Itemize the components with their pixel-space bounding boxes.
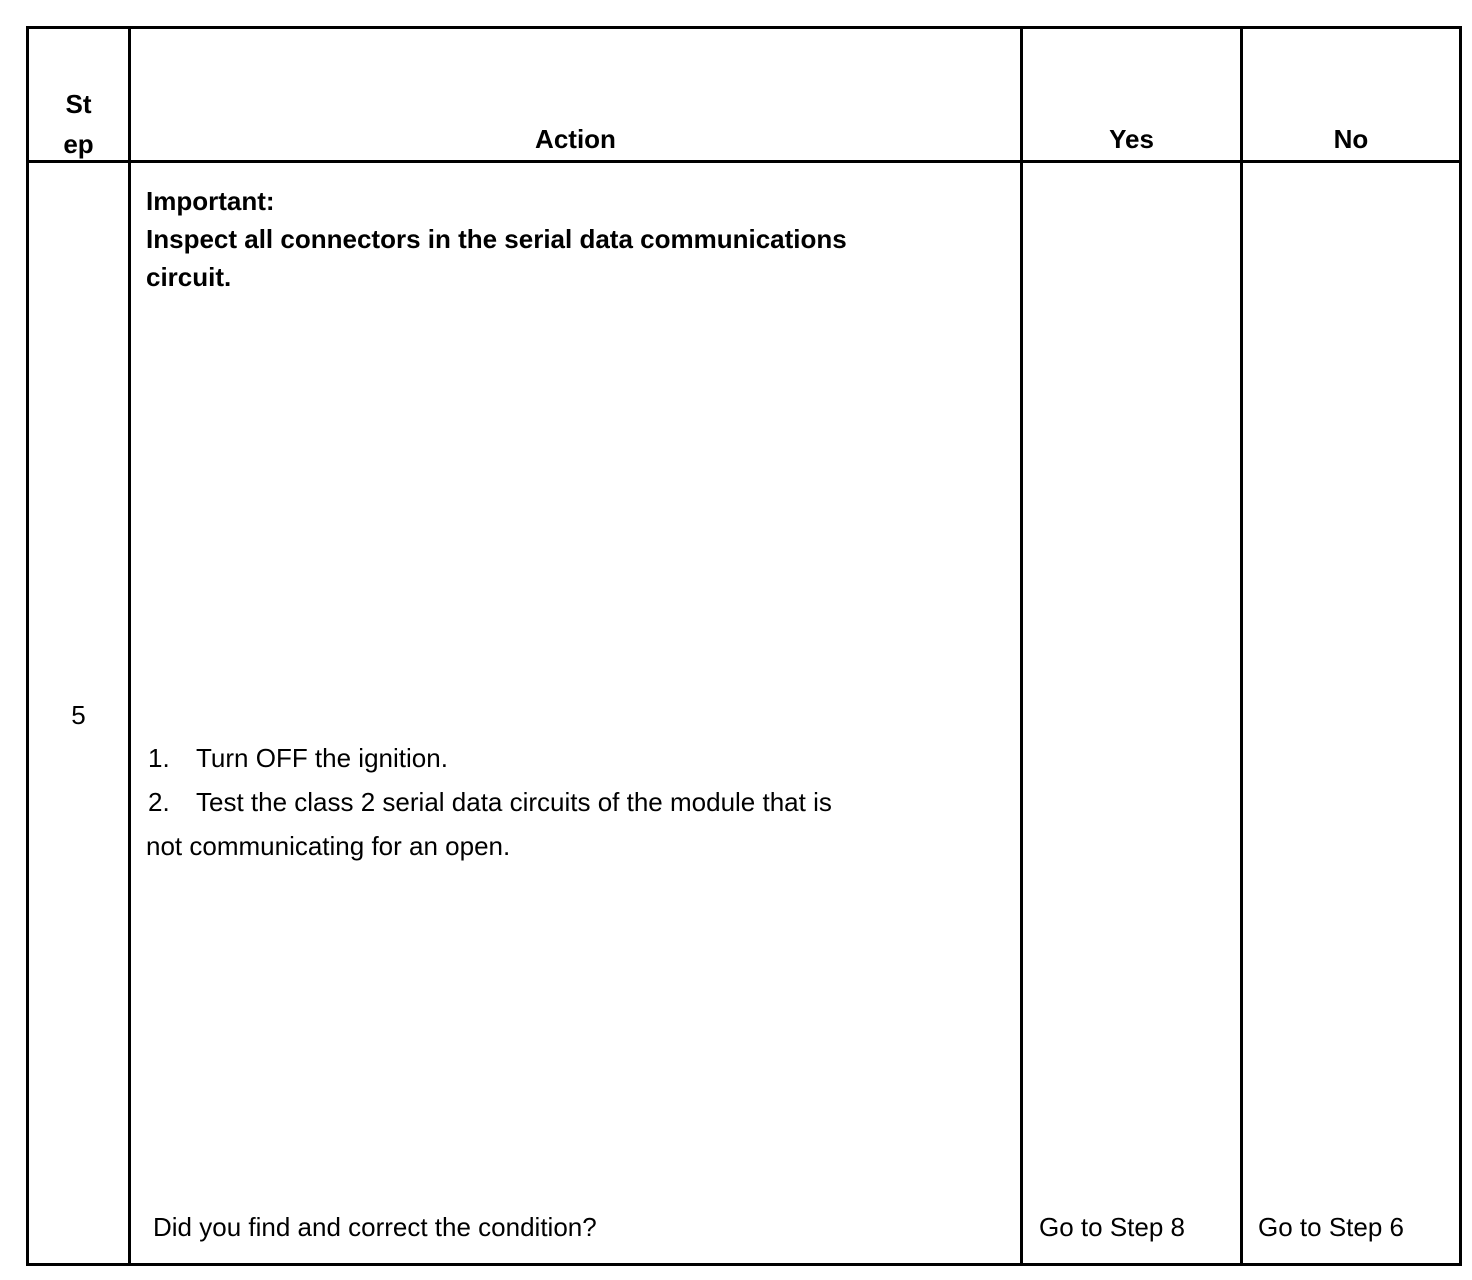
action-steps [146,736,906,868]
list-item-number: 1. [148,743,170,773]
header-action: Action [535,124,616,154]
list-item-text: Test the class 2 serial data circuits of the module that is [196,787,832,817]
list-item [146,736,906,780]
list-item-number: 2. [148,787,170,817]
header-step-line2: ep [63,129,94,159]
important-text-line2: circuit. [146,262,232,292]
header-step-line1: St [65,89,92,119]
table-border-top [26,26,1462,29]
list-item-continuation: not communicating for an open. [146,831,511,861]
header-no: No [1333,124,1369,154]
table-border-right [1459,26,1462,1266]
column-divider-step [128,26,131,1266]
column-divider-action [1020,26,1023,1266]
header-divider [26,160,1462,163]
header-step [29,84,128,164]
header-yes: Yes [1109,124,1154,154]
important-title: Important: [146,186,275,216]
question-text: Did you find and correct the condition? [153,1212,597,1242]
important-text-line1: Inspect all connectors in the serial data communications [146,224,847,254]
table-border-left [26,26,29,1266]
step-number: 5 [71,700,86,730]
list-item-text: Turn OFF the ignition. [196,743,448,773]
column-divider-yes [1240,26,1243,1266]
no-result: Go to Step 6 [1258,1212,1404,1242]
yes-result: Go to Step 8 [1039,1212,1185,1242]
table-border-bottom [26,1263,1462,1266]
important-note [146,182,926,296]
list-item [146,780,906,824]
diagnostic-table [26,26,1462,1266]
